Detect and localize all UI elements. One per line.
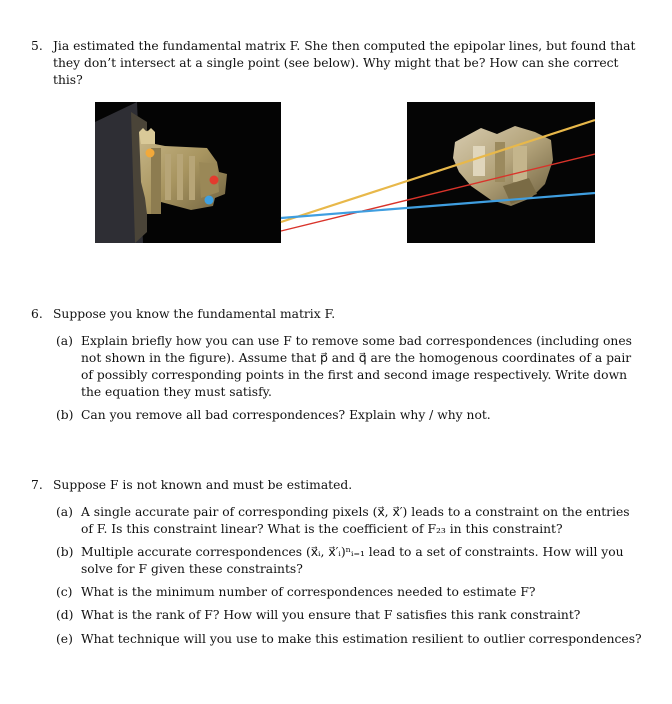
epipolar-line-red xyxy=(281,154,595,231)
question-7a-line-1: A single accurate pair of corresponding pixels (x⃗, x⃗′) leads to a constraint on the entries xyxy=(81,505,630,519)
question-5-line-1: Jia estimated the fundamental matrix F. She then computed the epipolar lines, but found that xyxy=(53,39,636,53)
question-5-line-2: they don’t intersect at a single point (see below). Why might that be? How can she correct xyxy=(53,56,619,70)
epipolar-figure xyxy=(95,100,595,245)
epipolar-line-yellow xyxy=(281,120,595,222)
question-7b-line-2: solve for F given these constraints? xyxy=(81,562,303,576)
question-7-number: 7. xyxy=(31,478,43,492)
question-6a-line-3: of possibly corresponding points in the first and second image respectively. Write down xyxy=(81,368,628,382)
question-7c-label: (c) xyxy=(56,585,73,599)
question-6b-label: (b) xyxy=(56,408,74,422)
question-7c-line-1: What is the minimum number of correspondences needed to estimate F? xyxy=(81,585,536,599)
question-6a-line-1: Explain briefly how you can use F to remove some bad correspondences (including ones xyxy=(81,334,632,348)
question-7e-label: (e) xyxy=(56,632,73,646)
question-6-intro: Suppose you know the fundamental matrix F. xyxy=(53,307,336,321)
question-7e-line-1: What technique will you use to make this estimation resilient to outlier correspondences? xyxy=(81,632,642,646)
question-6-number: 6. xyxy=(31,307,43,321)
question-7a-line-2: of F. Is this constraint linear? What is the coefficient of F₂₃ in this constraint? xyxy=(81,522,563,536)
question-7b-line-1: Multiple accurate correspondences (x⃗ᵢ, x⃗′ᵢ)ⁿᵢ₌₁ lead to a set of constraints. How will you xyxy=(81,545,624,559)
question-6b-line-1: Can you remove all bad correspondences? Explain why / why not. xyxy=(81,408,491,422)
question-7d-line-1: What is the rank of F? How will you ensure that F satisfies this rank constraint? xyxy=(81,608,581,622)
epipolar-lines xyxy=(95,100,595,245)
question-6a-line-2: not shown in the figure). Assume that p⃗ and q⃗ are the homogenous coordinates of a pair xyxy=(81,351,632,365)
question-7b-label: (b) xyxy=(56,545,74,559)
question-5-line-3: this? xyxy=(53,73,83,87)
question-6a-label: (a) xyxy=(56,334,73,348)
question-6a-line-4: the equation they must satisfy. xyxy=(81,385,272,399)
epipolar-line-blue xyxy=(281,193,595,218)
question-7-intro: Suppose F is not known and must be estimated. xyxy=(53,478,353,492)
question-7d-label: (d) xyxy=(56,608,74,622)
question-5-number: 5. xyxy=(31,39,43,53)
question-7a-label: (a) xyxy=(56,505,73,519)
